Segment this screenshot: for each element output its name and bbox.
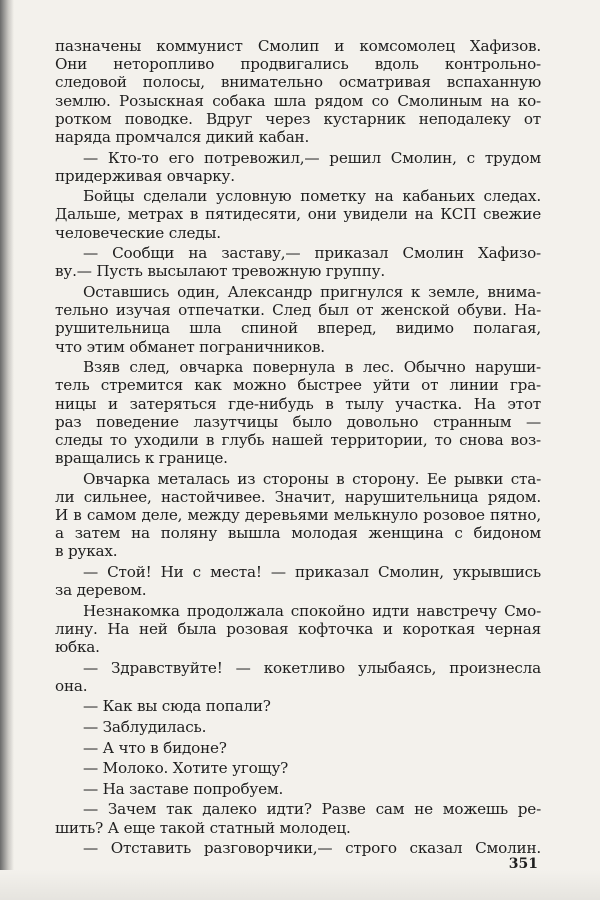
text-line: — Зачем так далеко идти? Разве сам не можешь ре- bbox=[83, 800, 541, 819]
paragraph bbox=[55, 149, 541, 185]
text-line: лину. На ней была розовая кофточка и короткая черная bbox=[55, 619, 541, 638]
text-line: раз поведение лазутчицы было довольно странным — bbox=[55, 412, 541, 431]
text-line: а затем на поляну вышла молодая женщина с бидоном bbox=[55, 524, 541, 543]
paragraph bbox=[55, 37, 541, 146]
text-line: — А что в бидоне? bbox=[83, 738, 227, 757]
text-line: Взяв след, овчарка повернула в лес. Обычно наруши- bbox=[83, 358, 541, 377]
text-line: — Заблудилась. bbox=[83, 718, 207, 737]
paragraph bbox=[55, 602, 541, 657]
paragraph bbox=[55, 470, 541, 561]
text-line: ротком поводке. Вдруг через кустарник неподалеку от bbox=[55, 109, 541, 128]
text-line: за деревом. bbox=[55, 581, 147, 600]
text-line: что этим обманет пограничников. bbox=[55, 337, 325, 356]
text-line: она. bbox=[55, 676, 88, 695]
text-line: придерживая овчарку. bbox=[55, 166, 235, 185]
text-line: — Молоко. Хотите угощу? bbox=[83, 759, 289, 778]
paragraph bbox=[55, 759, 541, 777]
text-line: — Здравствуйте! — кокетливо улыбаясь, произнесла bbox=[83, 658, 541, 677]
text-line: — На заставе попробуем. bbox=[83, 779, 284, 798]
text-line: следовой полосы, внимательно осматривая вспаханную bbox=[55, 73, 541, 92]
text-line: — Кто-то его потревожил,— решил Смолин, с трудом bbox=[83, 148, 541, 167]
text-line: Овчарка металась из стороны в сторону. Ее рывки ста- bbox=[83, 469, 541, 488]
page-bottom-margin bbox=[0, 870, 600, 900]
paragraph bbox=[55, 244, 541, 280]
paragraph bbox=[55, 739, 541, 757]
text-line: И в самом деле, между деревьями мелькнуло розовое пятно, bbox=[55, 506, 541, 525]
paragraph bbox=[55, 283, 541, 356]
paragraph bbox=[55, 187, 541, 242]
text-line: рушительница шла спиной вперед, видимо полагая, bbox=[55, 319, 541, 338]
text-line: ли сильнее, настойчивее. Значит, нарушительница рядом. bbox=[55, 487, 541, 506]
paragraph bbox=[55, 800, 541, 836]
text-line: — Отставить разговорчики,— строго сказал Смолин. bbox=[83, 839, 541, 858]
paragraph bbox=[55, 358, 541, 467]
text-line: следы то уходили в глубь нашей территории, то снова воз- bbox=[55, 430, 541, 449]
text-line: в руках. bbox=[55, 542, 118, 561]
text-line: Они неторопливо продвигались вдоль контрольно- bbox=[55, 55, 541, 74]
text-line: Дальше, метрах в пятидесяти, они увидели на КСП свежие bbox=[55, 205, 541, 224]
text-line: землю. Розыскная собака шла рядом со Смолиным на ко- bbox=[55, 91, 541, 110]
text-line: тельно изучая отпечатки. След был от женской обуви. На- bbox=[55, 301, 541, 320]
page-number: 351 bbox=[508, 856, 538, 872]
text-line: юбка. bbox=[55, 638, 100, 657]
text-line: пазначены коммунист Смолип и комсомолец Хафизов. bbox=[55, 37, 541, 55]
paragraph bbox=[55, 839, 541, 857]
text-line: — Как вы сюда попали? bbox=[83, 697, 271, 716]
paragraph bbox=[55, 780, 541, 798]
page-edge-shadow bbox=[0, 0, 14, 900]
text-line: — Сообщи на заставу,— приказал Смолин Хафизо- bbox=[83, 244, 541, 263]
text-line: Оставшись один, Александр пригнулся к земле, внима- bbox=[83, 283, 541, 301]
text-line: наряда промчался дикий кабан. bbox=[55, 127, 310, 146]
paragraph bbox=[55, 718, 541, 736]
paragraph bbox=[55, 697, 541, 715]
page-body-text bbox=[55, 37, 541, 860]
text-line: ву.— Пусть высылают тревожную группу. bbox=[55, 262, 386, 281]
text-line: ницы и затеряться где-нибудь в тылу участка. На этот bbox=[55, 394, 541, 413]
text-line: человеческие следы. bbox=[55, 223, 221, 242]
text-line: вращались к границе. bbox=[55, 449, 228, 468]
text-line: Бойцы сделали условную пометку на кабаньих следах. bbox=[83, 187, 541, 206]
text-line: шить? А еще такой статный молодец. bbox=[55, 818, 351, 837]
text-line: Незнакомка продолжала спокойно идти навстречу Смо- bbox=[83, 601, 541, 620]
text-line: — Стой! Ни с места! — приказал Смолин, укрывшись bbox=[83, 562, 541, 581]
paragraph bbox=[55, 659, 541, 695]
paragraph bbox=[55, 563, 541, 599]
text-line: тель стремится как можно быстрее уйти от линии гра- bbox=[55, 376, 541, 395]
